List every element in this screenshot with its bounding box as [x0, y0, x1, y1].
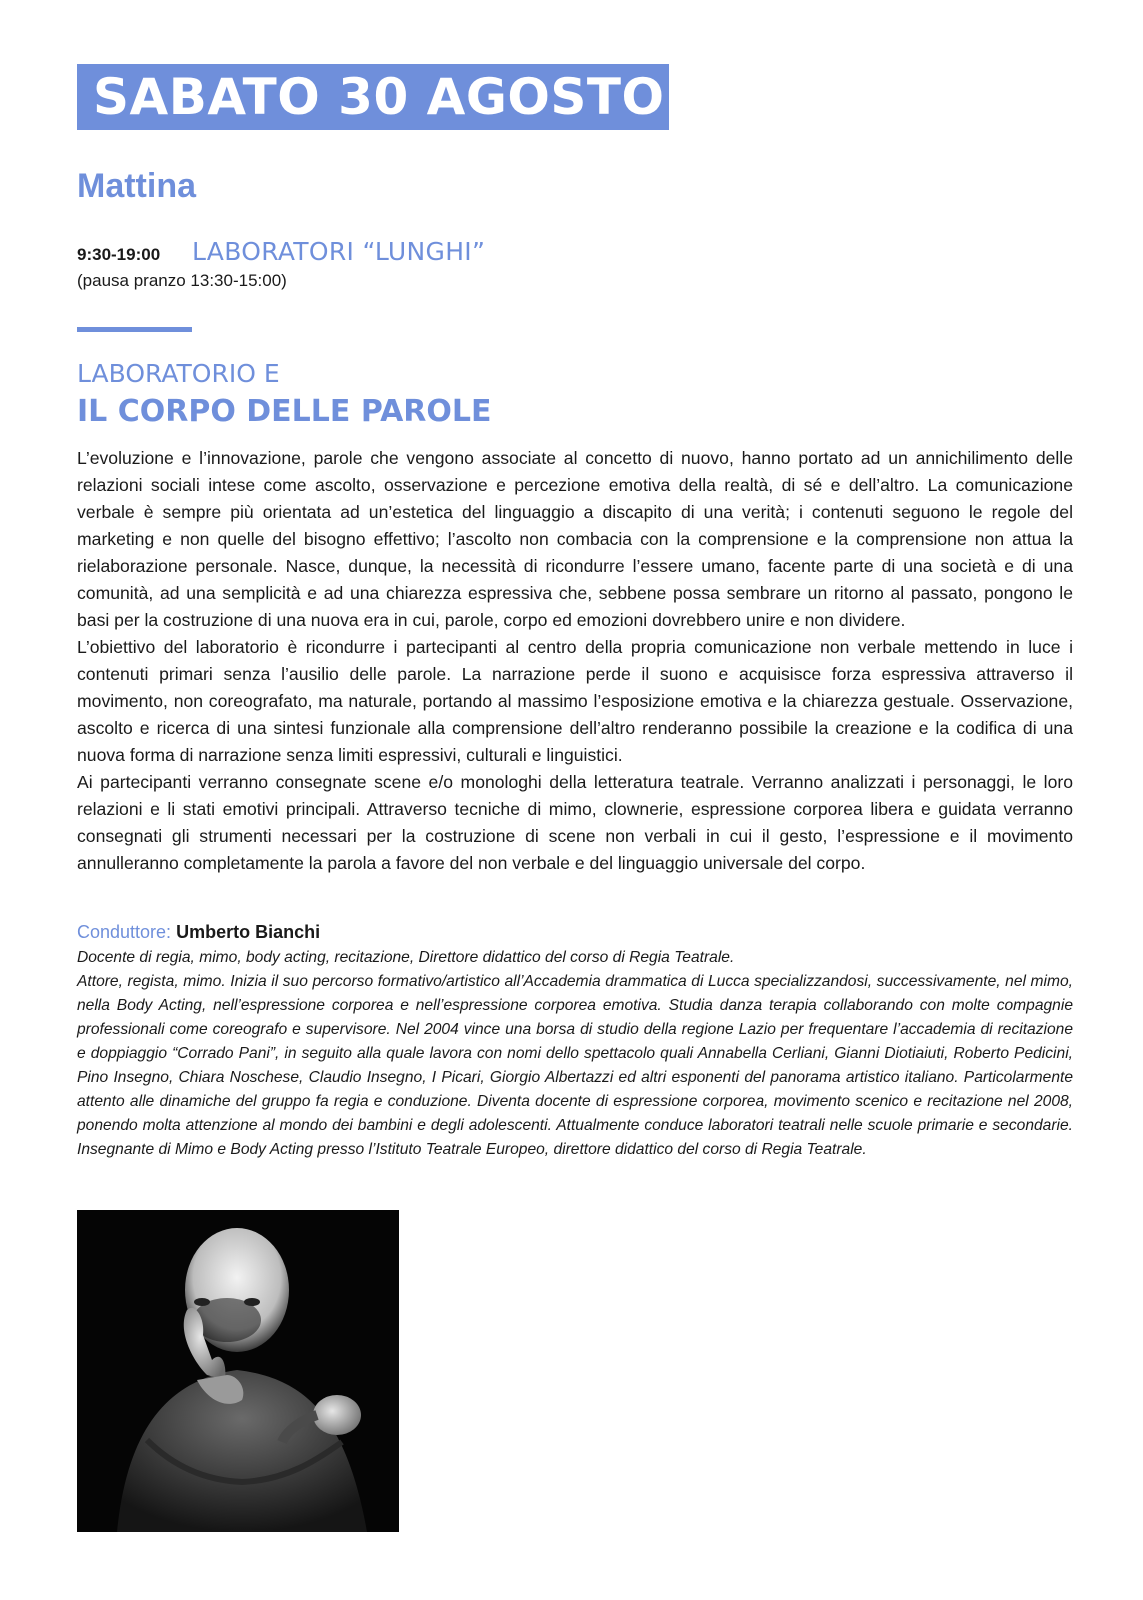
- workshop-description: [77, 445, 1073, 877]
- divider: [77, 327, 192, 332]
- date-banner: [77, 64, 669, 130]
- schedule-time: 9:30-19:00: [77, 245, 161, 264]
- conductor-line: [77, 920, 320, 944]
- portrait-image: [77, 1210, 399, 1532]
- description-paragraph: L’obiettivo del laboratorio è ricondurre i partecipanti al centro della propria comunicazione non verbale mettendo in luce i contenuti primari senza l’ausilio delle parole. La narrazione perde il suono e acquisisce forza espressiva attraverso il movimento, non coreografato, ma naturale, portando al massimo l’esposizione emotiva e la chiarezza gestuale. Osservazione, ascolto e ricerca di una sintesi funzionale alla comprensione dell’altro renderanno possibile la creazione e la codifica di una nuova forma di narrazione senza limiti espressivi, culturali e linguistici.: [77, 637, 1073, 765]
- conductor-name: Umberto Bianchi: [176, 922, 321, 942]
- bio-paragraph: Attore, regista, mimo. Inizia il suo percorso formativo/artistico all’Accademia drammatica di Lucca specializzandosi, successivamente, nel mimo, nella Body Acting, nell’espressione corporea e nell’espressione corporea emotiva. Studia danza terapia collaborando con molte compagnie professionali come coreografo e supervisore. Nel 2004 vince una borsa di studio della regione Lazio per frequentare l’accademia di recitazione e doppiaggio “Corrado Pani”, in seguito alla quale lavora con nomi dello spettacolo quali Annabella Cerliani, Gianni Diotiaiuti, Roberto Pedicini, Pino Insegno, Chiara Noschese, Claudio Insegno, I Picari, Giorgio Albertazzi ed altri esponenti del panorama artistico italiano. Particolarmente attento alle dinamiche del gruppo fa regia e conduzione. Diventa docente di espressione corporea, movimento scenico e recitazione nel 2008, ponendo molta attenzione al mondo dei bambini e degli adolescenti. Attualmente conduce laboratori teatrali nelle scuole primarie e secondarie. Insegnante di Mimo e Body Acting presso l’Istituto Teatrale Europeo, direttore didattico del corso di Regia Teatrale.: [77, 973, 1073, 1158]
- workshop-label: LABORATORIO E: [77, 359, 280, 388]
- conductor-bio: [77, 946, 1073, 1162]
- lunch-break-note: (pausa pranzo 13:30-15:00): [77, 271, 287, 290]
- date-heading: SABATO 30 AGOSTO: [93, 68, 665, 126]
- conductor-label: Conduttore:: [77, 922, 172, 942]
- description-paragraph: L’evoluzione e l’innovazione, parole che vengono associate al concetto di nuovo, hanno portato ad un annichilimento delle relazioni sociali intese come ascolto, osservazione e percezione emotiva della realtà, di sé e dell’altro. La comunicazione verbale è sempre più orientata ad un’estetica del linguaggio a discapito di una verità; i contenuti seguono le regole del marketing e non quelle del bisogno effettivo; l’ascolto non combacia con la comprensione e la comprensione non attua la rielaborazione personale. Nasce, dunque, la necessità di ricondurre l’essere umano, facente parte di una società e di una comunità, ad una semplicità e ad una chiarezza espressiva che, sebbene possa sembrare un ritorno al passato, pongono le basi per la costruzione di una nuova era in cui, parole, corpo ed emozioni dovrebbero unire e non dividere.: [77, 448, 1073, 630]
- workshop-title: IL CORPO DELLE PAROLE: [77, 394, 492, 429]
- conductor-photo: [77, 1210, 399, 1532]
- session-label: Mattina: [77, 167, 196, 205]
- schedule-type: LABORATORI “LUNGHI”: [192, 237, 486, 266]
- description-paragraph: Ai partecipanti verranno consegnate scene e/o monologhi della letteratura teatrale. Verranno analizzati i personaggi, le loro relazioni e li stati emotivi principali. Attraverso tecniche di mimo, clownerie, espressione corporea libera e guidata verranno consegnati gli strumenti necessari per la costruzione di scene non verbali in cui il gesto, l’espressione e il movimento annulleranno completamente la parola a favore del non verbale e del linguaggio universale del corpo.: [77, 772, 1073, 873]
- bio-paragraph: Docente di regia, mimo, body acting, recitazione, Direttore didattico del corso di Regia Teatrale.: [77, 949, 735, 966]
